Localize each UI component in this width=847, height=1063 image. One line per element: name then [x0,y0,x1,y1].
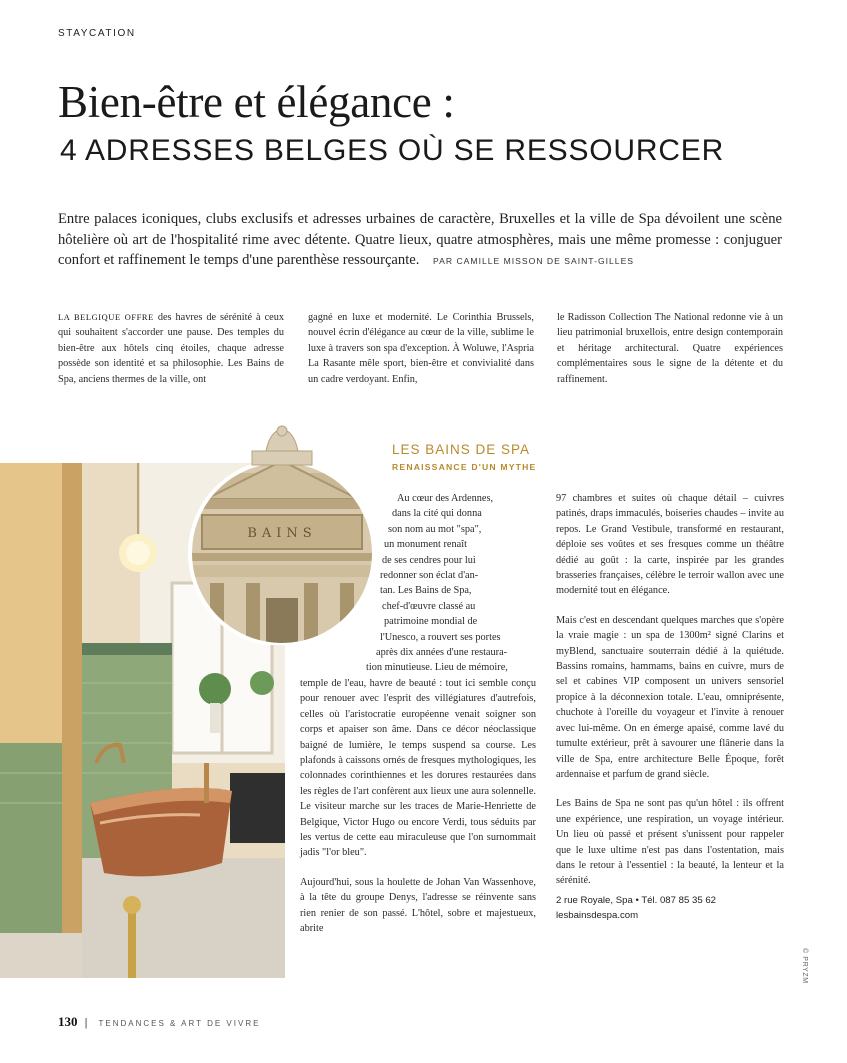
text-line: dans la cité qui donna [392,508,482,520]
facade-sign: BAINS [247,526,317,541]
text-line: l'Unesco, a rouvert ses portes [380,631,501,643]
text-line: patrimoine mondial de [384,616,478,628]
article-paragraph: temple de l'eau, havre de beauté : tout ici semble conçu pour renouer avec l'esprit des villégiatures d'autrefois, celles où l'aristocratie européenne venait soigner son corps et apaiser son âme. Dans ce décor néoclassique baigné de lumière, le temps suspend sa course. Les plafonds à caissons ornés de fresques mythologiques, les colonnades corinthiennes et les dorures restaurées dans les règles de l'art confèrent aux lieux une aura solennelle. Le visiteur marche sur les traces de Marie-Henriette de Belgique, Victor Hugo ou encore Verdi, tous séduits par les vertus de cette eau miraculeuse que l'on surnommait jadis "l'or bleu". [300,677,536,859]
opening-column-3: le Radisson Collection The National redonne vie à un lieu patrimonial bruxellois, entre design contemporain et héritage architectural. Quatre expériences complémentaires sous le signe de la détente et du raffinement. [557,312,783,385]
text-line: redonner son éclat d'an- [380,570,479,582]
text-line: tan. Les Bains de Spa, [380,585,472,597]
text-line: chef-d'œuvre classé au [382,600,476,612]
article-paragraph: 97 chambres et suites où chaque détail – cuivres patinés, draps immaculés, boiseries chaudes – invite au repos. Le Grand Vestibule, transformé en restaurant, déploie ses voûtes et ses fresques comme un théâtre dédié au goût : la carte, inspirée par les grandes brasseries françaises, célèbre le terroir wallon avec une modernité tout en élégance. [556,493,784,597]
article-paragraph: Aujourd'hui, sous la houlette de Johan Van Wassenhove, à la tête du groupe Denys, l'adresse se réinvente sans rien renier de son passé. L'hôtel, sobre et majestueux, abrite [300,876,536,934]
text-line: après dix années d'une restaura- [376,647,508,659]
headline: Bien-être et élégance : [58,77,455,127]
venue-address: 2 rue Royale, Spa • Tél. 087 85 35 62 [556,894,716,906]
section-subtitle: RENAISSANCE D'UN MYTHE [392,462,537,472]
opening-column-2: gagné en luxe et modernité. Le Corinthia Brussels, nouvel écrin d'élégance au cœur de la ville, sublime le luxe à travers son spa d'exception. À Woluwe, l'Aspria La Rasante mêle sport, bien-être et convivialité dans un cadre verdoyant. Enfin, [308,312,534,385]
page-number: 130 [58,1014,78,1029]
venue-website[interactable]: lesbainsdespa.com [556,909,639,921]
article-paragraph: Les Bains de Spa ne sont pas qu'un hôtel : ils offrent une expérience, une respiration, un voyage intérieur. Un lieu où passé et présent s'unissent pour rappeler que le luxe ultime n'est pas dans l'ostentation, mais dans le retour à l'essentiel : la beauté, la lenteur et la sérénité. [556,798,784,887]
text-line: son nom au mot "spa", [388,523,482,535]
text-line: de ses cendres pour lui [382,554,476,566]
article-column-3 [556,491,784,923]
magazine-name: TENDANCES & ART DE VIVRE [98,1019,261,1028]
page-footer [58,1014,260,1030]
section-title: LES BAINS DE SPA [392,442,531,457]
text-line: un monument renaît [384,539,467,551]
photo-credit: © PRYZM [801,948,808,984]
intro-text: Entre palaces iconiques, clubs exclusifs et adresses urbaines de caractère, Bruxelles et la ville de Spa dévoilent une scène hôtelière où art de l'hospitalité rime avec détente. Quatre lieux, quatre atmosphères, mais une même promesse : conjuguer confort et raffinement le temps d'une parenthèse ressourçante. [58,211,782,268]
opening-column-1 [58,310,284,387]
lead-in: LA BELGIQUE OFFRE [58,313,154,322]
article-paragraph: Mais c'est en descendant quelques marches que s'opère la vraie magie : un spa de 1300m² signé Clarins et myBlend, sanctuaire souterrain dédié à la quiétude. Bassins romains, hammams, bains en cuivre, murs de sel et cabines VIP composent un univers sensoriel propice à la déconnexion totale. L'eau, omniprésente, chuchote à l'oreille du voyageur et l'invite à renouer avec lui-même. On en émerge apaisé, comme lavé du tumulte extérieur, prêt à savourer une flânerie dans la ville de Spa, entre architecture Belle Époque, forêt ardennaise et parfum de grand siècle. [556,614,784,780]
intro-paragraph [58,209,782,272]
byline: PAR CAMILLE MISSON DE SAINT-GILLES [433,256,635,266]
text-line: Au cœur des Ardennes, [397,493,494,504]
section-kicker: STAYCATION [58,28,136,39]
footer-separator: | [84,1017,88,1029]
opening-column-1-text: des havres de sérénité à ceux qui souhaitent s'accorder une pause. Des temples du bien-être aux hôtels cinq étoiles, chaque adresse possède son identité et sa philosophie. Les Bains de Spa, anciens thermes de la ville, ont [58,312,285,385]
article-column-2 [300,491,536,936]
text-line: tion minutieuse. Lieu de mémoire, [366,662,508,674]
headline-subtitle: 4 ADRESSES BELGES OÙ SE RESSOURCER [60,134,725,167]
